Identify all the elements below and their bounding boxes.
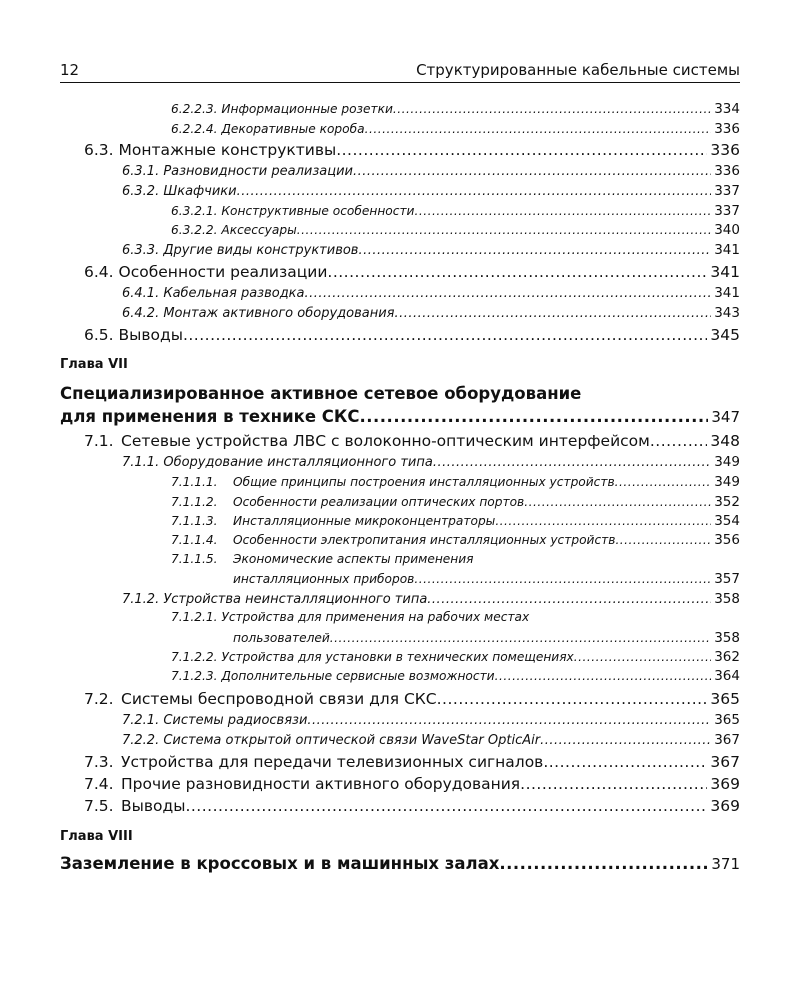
toc-entry[interactable] (122, 712, 740, 728)
toc-entry-number: 7.1.1.3. (171, 514, 218, 528)
toc-entry-page: 336 (710, 141, 740, 159)
toc-entry[interactable] (233, 630, 740, 646)
toc-entry-number: 7.1.1.2. (171, 495, 218, 509)
leader-dots (414, 572, 711, 586)
toc-entry-number: 7.1.1.5. (171, 552, 218, 566)
toc-entry-page: 347 (711, 408, 740, 426)
toc-entry-number: 7.4. (84, 775, 114, 793)
toc-entry-title (84, 775, 520, 793)
toc-entry-page: 337 (714, 183, 740, 199)
toc-entry[interactable] (84, 141, 740, 159)
toc-entry[interactable] (84, 775, 740, 793)
leader-dots (540, 733, 711, 748)
toc-entry-page: 357 (714, 571, 740, 587)
leader-dots (433, 455, 711, 470)
toc-entry-page: 345 (710, 326, 740, 344)
toc-entry-title: 6.3.2. Шкафчики (122, 184, 237, 199)
toc-entry-page: 369 (710, 775, 740, 793)
toc-entry-page: 365 (714, 712, 740, 728)
leader-dots (307, 713, 711, 728)
toc-entry-title: 6.2.2.4. Декоративные короба (171, 122, 365, 136)
toc-entry[interactable] (171, 101, 740, 117)
leader-dots (183, 326, 707, 344)
toc-entry-title: 7.2.1. Системы радиосвязи (122, 713, 308, 728)
toc-entry[interactable] (60, 407, 740, 426)
toc-entry-text: Экономические аспекты применения (233, 552, 474, 566)
header-rule (60, 82, 740, 83)
leader-dots (650, 432, 708, 450)
leader-dots (358, 243, 711, 258)
leader-dots (393, 102, 711, 116)
toc-entry[interactable] (84, 263, 740, 281)
toc-entry[interactable] (171, 668, 740, 684)
toc-entry-page: 343 (714, 305, 740, 321)
toc-entry-title: 6.4. Особенности реализации (84, 263, 328, 281)
leader-dots (524, 495, 711, 509)
toc-entry[interactable] (171, 532, 740, 548)
leader-dots (305, 286, 712, 301)
toc-entry-page: 358 (714, 630, 740, 646)
toc-entry[interactable] (233, 571, 740, 587)
toc-entry[interactable] (84, 753, 740, 771)
running-title: Структурированные кабельные системы (416, 61, 740, 79)
toc-entry-page: 334 (714, 101, 740, 117)
toc-entry-page: 362 (714, 649, 740, 665)
toc-entry-title: 7.1.2.3. Дополнительные сервисные возможности (171, 669, 495, 683)
toc-entry-title: 7.1.2. Устройства неинсталляционного типа (122, 592, 428, 607)
toc-entry-text: Выводы (121, 797, 186, 815)
toc-entry-text: Особенности реализации оптических портов (233, 495, 525, 509)
toc-entry-title: 7.1.2.2. Устройства для установки в технических помещениях (171, 650, 574, 664)
toc-entry[interactable] (171, 649, 740, 665)
toc-entry-page: 349 (714, 454, 740, 470)
toc-entry-page: 358 (714, 591, 740, 607)
toc-entry[interactable] (171, 121, 740, 137)
leader-dots (359, 407, 708, 426)
toc-entry[interactable] (122, 305, 740, 321)
leader-dots (336, 141, 707, 159)
toc-entry-title: 6.3.3. Другие виды конструктивов (122, 243, 359, 258)
toc-entry-title (171, 475, 615, 489)
toc-entry-page: 341 (714, 242, 740, 258)
leader-dots (394, 306, 711, 321)
toc-entry-page: 349 (714, 474, 740, 490)
toc-entry-title: пользователей (233, 631, 330, 645)
leader-dots (237, 184, 712, 199)
toc-entry-number: 7.1.1.1. (171, 475, 218, 489)
chapter-title: Заземление в кроссовых и в машинных залах (60, 854, 500, 873)
toc-entry-page: 341 (714, 285, 740, 301)
toc-entry-first-line (171, 552, 474, 566)
leader-dots (427, 592, 711, 607)
toc-entry-page: 365 (710, 690, 740, 708)
chapter-title: Специализированное активное сетевое оборудование (60, 384, 582, 403)
toc-entry-text: Прочие разновидности активного оборудования (121, 775, 521, 793)
toc-entry[interactable] (60, 854, 740, 873)
leader-dots (185, 797, 707, 815)
leader-dots (297, 223, 711, 237)
toc-entry-number: 7.2. (84, 690, 114, 708)
leader-dots (499, 854, 708, 873)
toc-entry-title (84, 432, 650, 450)
toc-entry-page: 352 (714, 494, 740, 510)
toc-entry-title: 6.3. Монтажные конструктивы (84, 141, 337, 159)
leader-dots (495, 669, 712, 683)
toc-entry-page: 336 (714, 121, 740, 137)
toc-entry-page: 367 (710, 753, 740, 771)
toc-entry[interactable] (122, 285, 740, 301)
toc-entry-text: Инсталляционные микроконцентраторы (233, 514, 496, 528)
chapter-title: для применения в технике СКС (60, 407, 360, 426)
toc-entry-page: 336 (714, 163, 740, 179)
toc-entry-title: 6.4.2. Монтаж активного оборудования (122, 306, 395, 321)
leader-dots (330, 631, 711, 645)
toc-entry[interactable] (122, 732, 740, 748)
toc-entry-page: 364 (714, 668, 740, 684)
toc-entry-text: Устройства для передачи телевизионных сигналов (121, 753, 544, 771)
toc-entry-title: 6.3.2.2. Аксессуары (171, 223, 297, 237)
chapter-label: Глава VII (60, 357, 128, 372)
leader-dots (414, 204, 711, 218)
toc-entry[interactable] (122, 242, 740, 258)
toc-entry[interactable] (84, 797, 740, 815)
toc-entry-title: 6.3.2.1. Конструктивные особенности (171, 204, 415, 218)
toc-entry[interactable] (171, 513, 740, 529)
toc-entry-page: 348 (710, 432, 740, 450)
toc-entry-text: Особенности электропитания инсталляционных устройств (233, 533, 616, 547)
toc-entry-title (84, 690, 437, 708)
toc-entry-title: 6.2.2.3. Информационные розетки (171, 102, 393, 116)
leader-dots (615, 475, 712, 489)
toc-entry[interactable] (84, 326, 740, 344)
toc-entry[interactable] (122, 591, 740, 607)
page-number: 12 (60, 61, 80, 79)
toc-entry-title: 6.5. Выводы (84, 326, 183, 344)
leader-dots (437, 690, 708, 708)
toc-entry[interactable] (171, 222, 740, 238)
toc-entry-number: 7.1.1.4. (171, 533, 218, 547)
toc-entry-title: инсталляционных приборов (233, 572, 415, 586)
toc-entry[interactable] (122, 454, 740, 470)
toc-entry-page: 369 (710, 797, 740, 815)
leader-dots (495, 514, 711, 528)
toc-entry-page: 341 (710, 263, 740, 281)
toc-entry-page: 356 (714, 532, 740, 548)
toc-entry-title: 7.1.1. Оборудование инсталляционного типа (122, 455, 433, 470)
toc-entry[interactable] (122, 183, 740, 199)
chapter-label: Глава VIII (60, 829, 133, 844)
toc-entry-page: 354 (714, 513, 740, 529)
toc-entry[interactable] (122, 163, 740, 179)
leader-dots (615, 533, 711, 547)
toc-entry-text: Сетевые устройства ЛВС с волоконно-оптическим интерфейсом (121, 432, 650, 450)
toc-entry[interactable] (84, 432, 740, 450)
leader-dots (327, 263, 707, 281)
leader-dots (520, 775, 707, 793)
toc-entry[interactable] (84, 690, 740, 708)
toc-entry[interactable] (171, 474, 740, 490)
toc-entry-title: 7.2.2. Система открытой оптической связи WaveStar OpticAir (122, 733, 541, 748)
leader-dots (365, 122, 712, 136)
toc-entry-title (84, 753, 543, 771)
leader-dots (353, 164, 711, 179)
toc-entry-page: 340 (714, 222, 740, 238)
toc-entry-page: 371 (711, 855, 740, 873)
toc-entry-title (171, 495, 524, 509)
toc-entry[interactable] (171, 203, 740, 219)
toc-entry[interactable] (171, 494, 740, 510)
toc-entry-text: Системы беспроводной связи для СКС (121, 690, 437, 708)
toc-entry-first-line: 7.1.2.1. Устройства для применения на рабочих местах (171, 610, 530, 624)
toc-entry-number: 7.3. (84, 753, 114, 771)
toc-entry-page: 337 (714, 203, 740, 219)
toc-entry-title (171, 514, 495, 528)
leader-dots (574, 650, 711, 664)
toc-entry-number: 7.1. (84, 432, 114, 450)
toc-entry-text: Общие принципы построения инсталляционных устройств (233, 475, 615, 489)
toc-entry-title (84, 797, 185, 815)
leader-dots (543, 753, 707, 771)
toc-entry-page: 367 (714, 732, 740, 748)
toc-entry-title: 6.3.1. Разновидности реализации (122, 164, 353, 179)
toc-entry-number: 7.5. (84, 797, 114, 815)
toc-entry-title (171, 533, 615, 547)
toc-entry-title: 6.4.1. Кабельная разводка (122, 286, 305, 301)
